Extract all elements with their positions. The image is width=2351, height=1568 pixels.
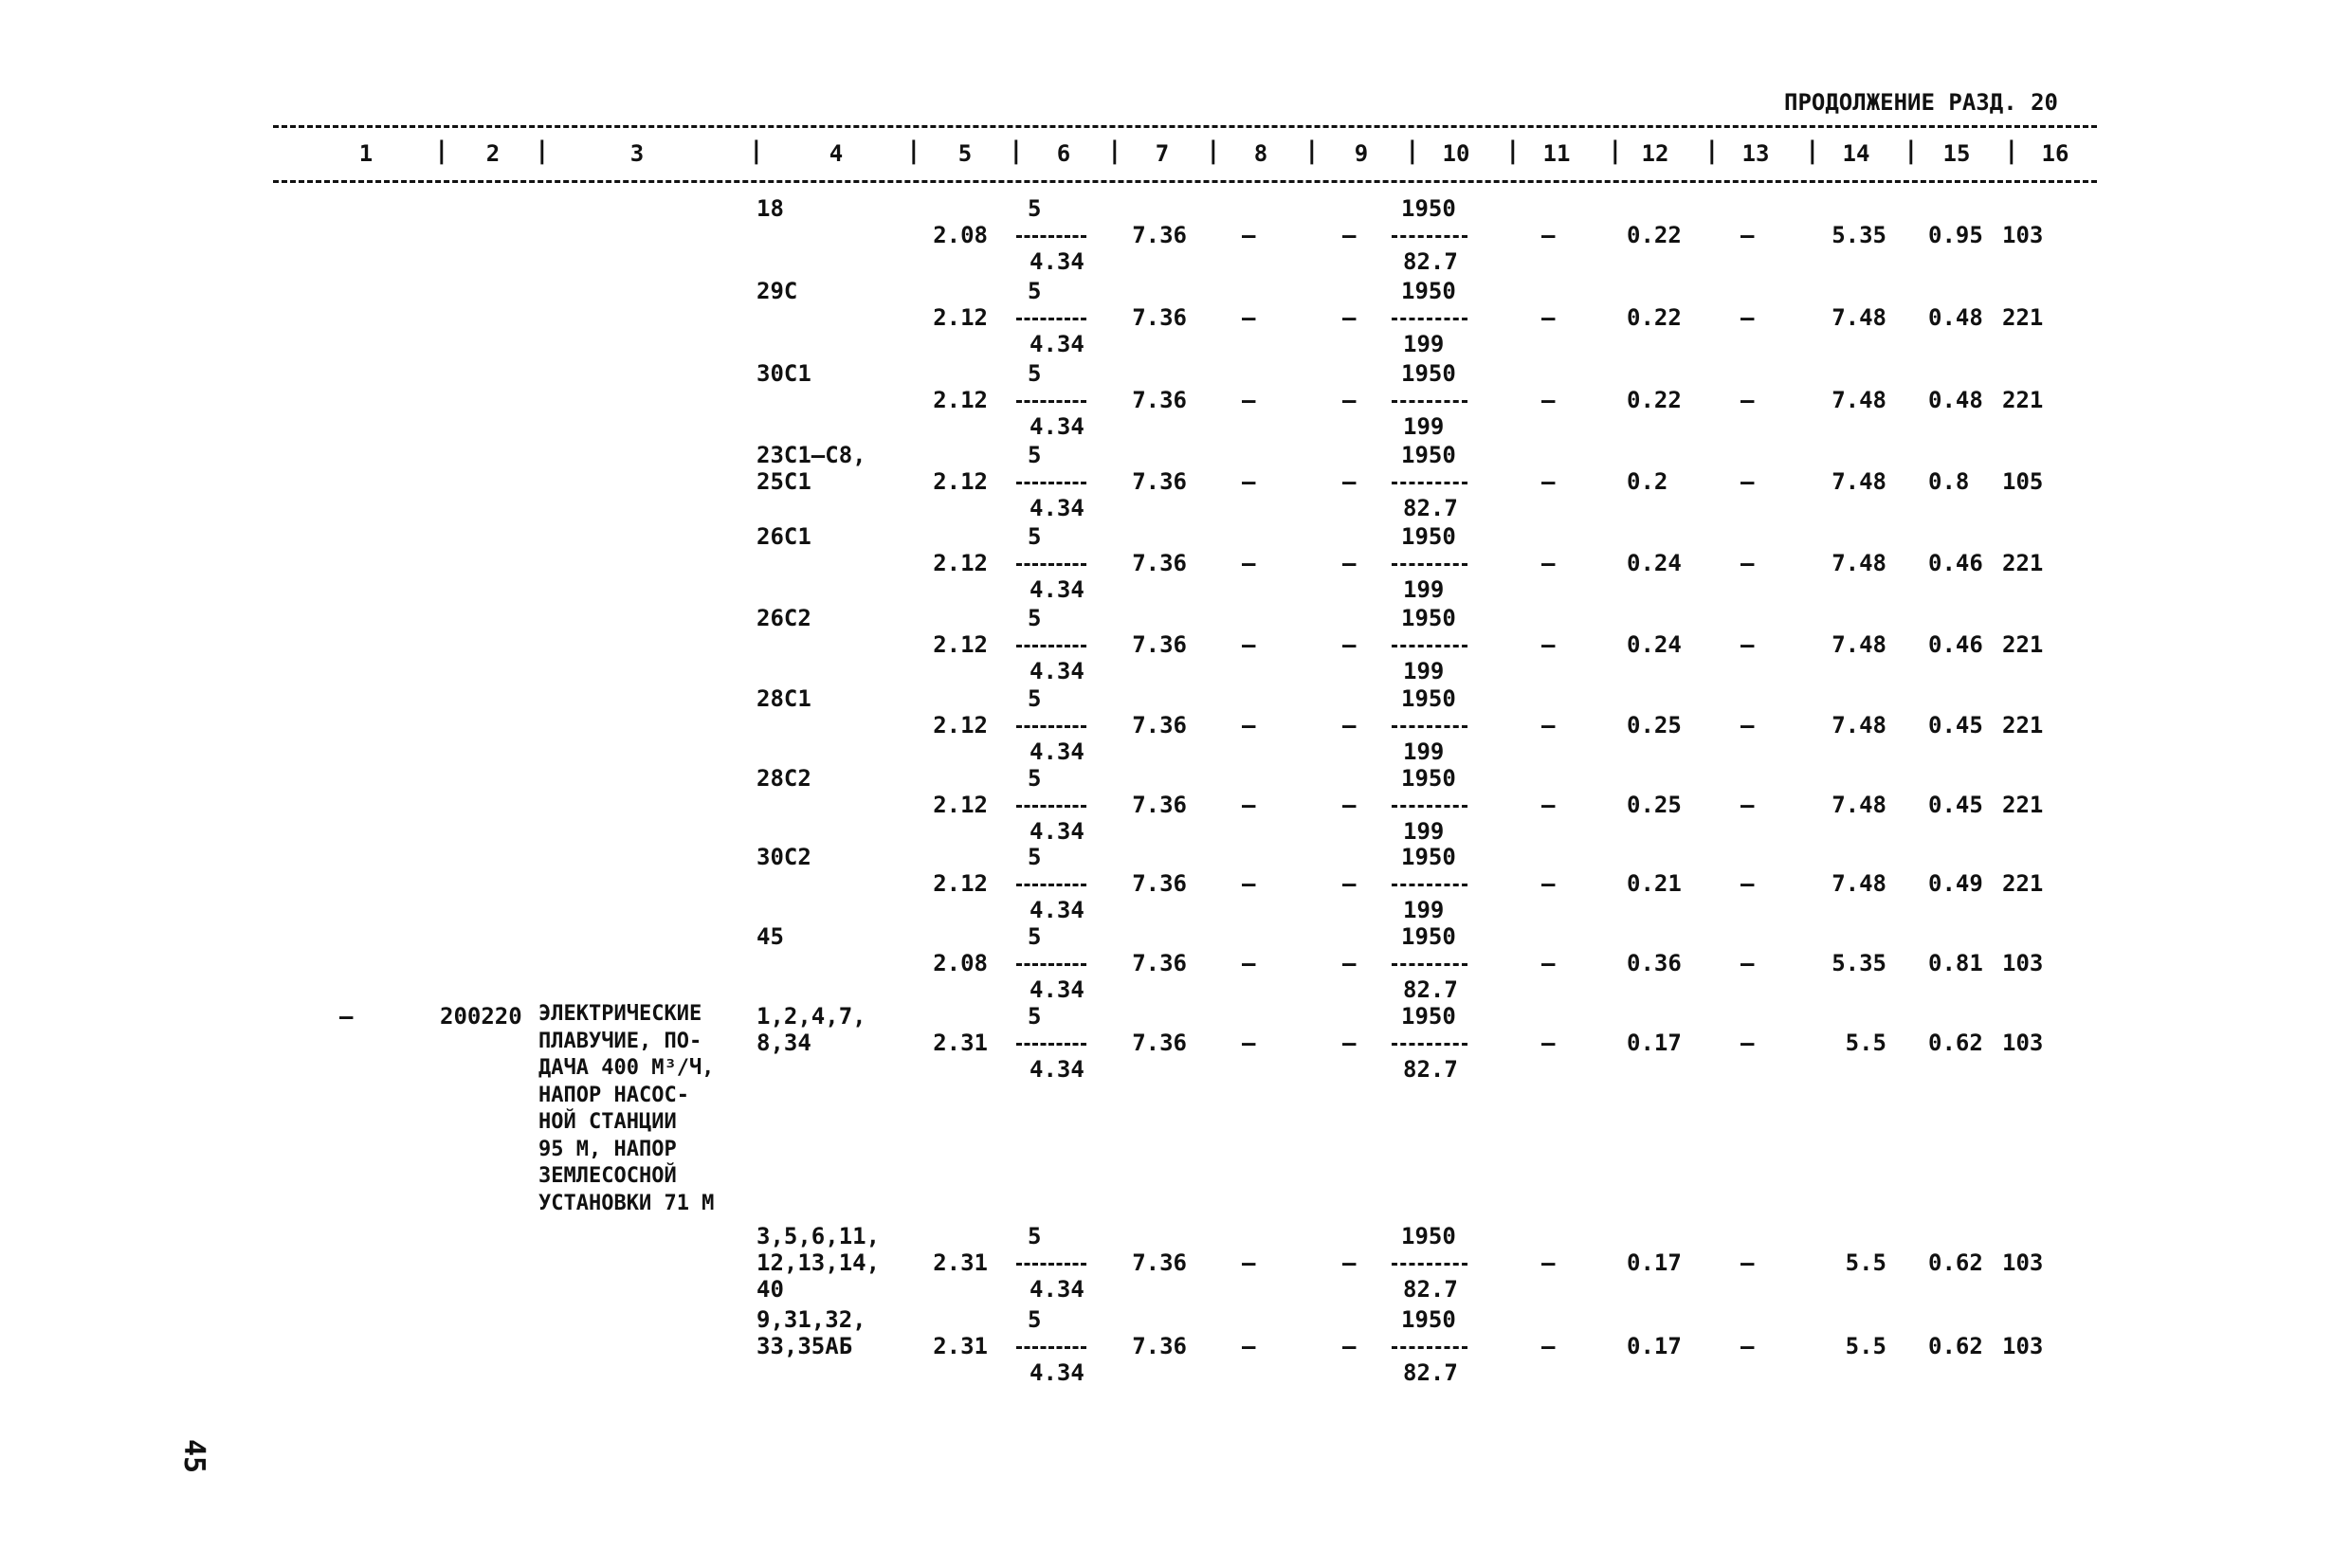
- cell-col12: 0.25: [1627, 712, 1682, 738]
- column-header-9: 9: [1354, 140, 1369, 167]
- cell-col13: –: [1740, 468, 1755, 495]
- row-code: 30С1: [756, 360, 811, 387]
- cell-col10-denominator: 82.7: [1403, 1056, 1458, 1083]
- column-divider: |: [1206, 137, 1221, 165]
- column-header-5: 5: [957, 140, 973, 167]
- column-divider: |: [434, 137, 449, 165]
- cell-col10-numerator: 1950: [1401, 923, 1456, 950]
- cell-col16: 221: [2002, 387, 2044, 413]
- cell-col14: 5.35: [1832, 950, 1886, 976]
- column-divider: |: [1608, 137, 1623, 165]
- cell-col15: 0.46: [1928, 550, 1983, 576]
- product-description: ЭЛЕКТРИЧЕСКИЕ ПЛАВУЧИЕ, ПО- ДАЧА 400 М³/Ч, НАПОР НАСОС- НОЙ СТАНЦИИ 95 М, НАПОР ЗЕМЛЕСОСНОЙ УСТАНОВКИ 71 М: [538, 1002, 715, 1215]
- cell-col5: 2.31: [933, 1030, 988, 1056]
- cell-col7: 7.36: [1132, 1249, 1187, 1276]
- cell-col10-denominator: 199: [1403, 658, 1445, 684]
- cell-col16: 103: [2002, 1333, 2044, 1359]
- cell-col11: –: [1541, 468, 1556, 495]
- page-number: 45: [177, 1439, 210, 1474]
- column-divider: |: [1704, 137, 1720, 165]
- cell-col10-denominator: 199: [1403, 413, 1445, 440]
- cell-col9: –: [1342, 387, 1357, 413]
- cell-col16: 103: [2002, 222, 2044, 248]
- cell-col13: –: [1740, 792, 1755, 818]
- column-header-6: 6: [1056, 140, 1071, 167]
- cell-col12: 0.25: [1627, 792, 1682, 818]
- cell-col15: 0.46: [1928, 631, 1983, 658]
- cell-col6-denominator: 4.34: [1030, 818, 1084, 845]
- cell-col13: –: [1740, 870, 1755, 897]
- cell-col10-numerator: 1950: [1401, 360, 1456, 387]
- column-divider: |: [1505, 137, 1521, 165]
- cell-col9: –: [1342, 712, 1357, 738]
- cell-col10-denominator: 82.7: [1403, 1276, 1458, 1303]
- cell-col12: 0.17: [1627, 1030, 1682, 1056]
- cell-col6-numerator: 5: [1028, 685, 1042, 712]
- row-code: 1,2,4,7,: [756, 1003, 866, 1030]
- cell-col16: 221: [2002, 631, 2044, 658]
- cell-col7: 7.36: [1132, 468, 1187, 495]
- cell-col10-numerator: 1950: [1401, 523, 1456, 550]
- cell-col12: 0.21: [1627, 870, 1682, 897]
- cell-col10-numerator: 1950: [1401, 1223, 1456, 1249]
- cell-col8: –: [1242, 1333, 1256, 1359]
- cell-col13: –: [1740, 631, 1755, 658]
- cell-col6-numerator: 5: [1028, 1306, 1042, 1333]
- cell-col5: 2.12: [933, 792, 988, 818]
- cell-col7: 7.36: [1132, 387, 1187, 413]
- cell-col6-numerator: 5: [1028, 442, 1042, 468]
- cell-col8: –: [1242, 1249, 1256, 1276]
- cell-col6-numerator: 5: [1028, 195, 1042, 222]
- cell-col6-denominator: 4.34: [1030, 495, 1084, 521]
- cell-col7: 7.36: [1132, 870, 1187, 897]
- cell-col8: –: [1242, 304, 1256, 331]
- cell-col15: 0.62: [1928, 1333, 1983, 1359]
- column-divider: |: [1009, 137, 1024, 165]
- cell-col13: –: [1740, 1249, 1755, 1276]
- column-header-14: 14: [1842, 140, 1870, 167]
- cell-col16: 221: [2002, 870, 2044, 897]
- cell-col10-denominator: 199: [1403, 818, 1445, 845]
- cell-col6-denominator: 4.34: [1030, 331, 1084, 357]
- cell-col6-numerator: 5: [1028, 605, 1042, 631]
- cell-col9: –: [1342, 950, 1357, 976]
- row-code: 28С1: [756, 685, 811, 712]
- cell-col11: –: [1541, 550, 1556, 576]
- cell-col6-numerator: 5: [1028, 923, 1042, 950]
- cell-col8: –: [1242, 222, 1256, 248]
- cell-col7: 7.36: [1132, 712, 1187, 738]
- column-divider: |: [1904, 137, 1919, 165]
- cell-col5: 2.31: [933, 1249, 988, 1276]
- cell-col6-numerator: 5: [1028, 523, 1042, 550]
- cell-col6-denominator: 4.34: [1030, 576, 1084, 603]
- column-header-15: 15: [1942, 140, 1971, 167]
- cell-col16: 221: [2002, 792, 2044, 818]
- cell-col10-numerator: 1950: [1401, 1306, 1456, 1333]
- cell-col10-denominator: 82.7: [1403, 495, 1458, 521]
- cell-col14: 7.48: [1832, 792, 1886, 818]
- fraction-bar: [1392, 482, 1467, 484]
- cell-col12: 0.24: [1627, 631, 1682, 658]
- row-code: 33,35АБ: [756, 1333, 853, 1359]
- cell-col12: 0.36: [1627, 950, 1682, 976]
- cell-col11: –: [1541, 222, 1556, 248]
- row-code: 18: [756, 195, 784, 222]
- cell-col10-denominator: 199: [1403, 331, 1445, 357]
- cell-col10-numerator: 1950: [1401, 195, 1456, 222]
- cell-col6-denominator: 4.34: [1030, 1359, 1084, 1386]
- cell-col10-denominator: 82.7: [1403, 248, 1458, 275]
- fraction-bar: [1392, 318, 1467, 320]
- cell-col6-denominator: 4.34: [1030, 897, 1084, 923]
- column-header-16: 16: [2041, 140, 2069, 167]
- cell-col8: –: [1242, 712, 1256, 738]
- cell-col10-denominator: 199: [1403, 738, 1445, 765]
- cell-col14: 7.48: [1832, 468, 1886, 495]
- row-code: 8,34: [756, 1030, 811, 1056]
- cell-col16: 103: [2002, 950, 2044, 976]
- cell-col7: 7.36: [1132, 1333, 1187, 1359]
- cell-col12: 0.17: [1627, 1333, 1682, 1359]
- cell-col13: –: [1740, 550, 1755, 576]
- fraction-bar: [1392, 1346, 1467, 1349]
- cell-col10-denominator: 82.7: [1403, 976, 1458, 1003]
- fraction-bar: [1392, 1263, 1467, 1266]
- cell-col5: 2.12: [933, 468, 988, 495]
- cell-col10-denominator: 199: [1403, 576, 1445, 603]
- cell-col5: 2.12: [933, 387, 988, 413]
- product-code: 200220: [440, 1003, 522, 1030]
- cell-col14: 7.48: [1832, 304, 1886, 331]
- cell-col9: –: [1342, 1249, 1357, 1276]
- cell-col16: 105: [2002, 468, 2044, 495]
- fraction-bar: [1392, 963, 1467, 966]
- column-header-11: 11: [1542, 140, 1571, 167]
- cell-col7: 7.36: [1132, 304, 1187, 331]
- column-header-3: 3: [629, 140, 645, 167]
- row-code: 26С2: [756, 605, 811, 631]
- fraction-bar: [1392, 884, 1467, 886]
- column-divider: |: [1304, 137, 1320, 165]
- row-code: 25С1: [756, 468, 811, 495]
- cell-col10-numerator: 1950: [1401, 278, 1456, 304]
- fraction-bar: [1392, 805, 1467, 808]
- cell-col9: –: [1342, 1333, 1357, 1359]
- column-divider: |: [906, 137, 921, 165]
- cell-col15: 0.62: [1928, 1249, 1983, 1276]
- cell-col11: –: [1541, 870, 1556, 897]
- fraction-bar: [1392, 400, 1467, 403]
- cell-col10-denominator: 82.7: [1403, 1359, 1458, 1386]
- cell-col5: 2.31: [933, 1333, 988, 1359]
- column-header-13: 13: [1741, 140, 1770, 167]
- cell-col11: –: [1541, 387, 1556, 413]
- cell-col14: 5.35: [1832, 222, 1886, 248]
- cell-col8: –: [1242, 387, 1256, 413]
- cell-col5: 2.12: [933, 712, 988, 738]
- cell-col14: 7.48: [1832, 387, 1886, 413]
- cell-col8: –: [1242, 1030, 1256, 1056]
- row-code: 26С1: [756, 523, 811, 550]
- cell-col6-denominator: 4.34: [1030, 1276, 1084, 1303]
- cell-col13: –: [1740, 1030, 1755, 1056]
- row-code: 3,5,6,11,: [756, 1223, 881, 1249]
- cell-col6-numerator: 5: [1028, 844, 1042, 870]
- cell-col11: –: [1541, 1333, 1556, 1359]
- cell-col6-denominator: 4.34: [1030, 1056, 1084, 1083]
- cell-col14: 5.5: [1845, 1249, 1886, 1276]
- column-header-10: 10: [1442, 140, 1470, 167]
- cell-col11: –: [1541, 792, 1556, 818]
- column-header-12: 12: [1641, 140, 1669, 167]
- cell-col6-denominator: 4.34: [1030, 738, 1084, 765]
- cell-col7: 7.36: [1132, 1030, 1187, 1056]
- cell-col9: –: [1342, 468, 1357, 495]
- cell-col11: –: [1541, 631, 1556, 658]
- cell-col6-denominator: 4.34: [1030, 413, 1084, 440]
- cell-col6-numerator: 5: [1028, 1223, 1042, 1249]
- cell-col11: –: [1541, 712, 1556, 738]
- cell-col9: –: [1342, 222, 1357, 248]
- cell-col6-numerator: 5: [1028, 278, 1042, 304]
- cell-col5: 2.12: [933, 870, 988, 897]
- cell-col9: –: [1342, 792, 1357, 818]
- cell-col8: –: [1242, 870, 1256, 897]
- cell-col7: 7.36: [1132, 222, 1187, 248]
- cell-col5: 2.08: [933, 950, 988, 976]
- cell-col10-numerator: 1950: [1401, 605, 1456, 631]
- cell-col15: 0.81: [1928, 950, 1983, 976]
- cell-col9: –: [1342, 304, 1357, 331]
- cell-col6-numerator: 5: [1028, 360, 1042, 387]
- cell-col13: –: [1740, 387, 1755, 413]
- column-header-2: 2: [485, 140, 501, 167]
- fraction-bar: [1392, 645, 1467, 647]
- cell-col6-numerator: 5: [1028, 765, 1042, 792]
- row-code: 30С2: [756, 844, 811, 870]
- cell-col16: 221: [2002, 712, 2044, 738]
- cell-col15: 0.49: [1928, 870, 1983, 897]
- cell-col16: 103: [2002, 1030, 2044, 1056]
- column-divider: |: [1805, 137, 1820, 165]
- cell-col7: 7.36: [1132, 631, 1187, 658]
- column-divider: |: [1405, 137, 1420, 165]
- cell-col13: –: [1740, 222, 1755, 248]
- cell-col12: 0.22: [1627, 387, 1682, 413]
- cell-col12: 0.2: [1627, 468, 1668, 495]
- cell-col11: –: [1541, 1249, 1556, 1276]
- continuation-header: ПРОДОЛЖЕНИЕ РАЗД. 20: [1784, 89, 2058, 116]
- header-rule-bottom: [273, 180, 2097, 183]
- cell-col8: –: [1242, 468, 1256, 495]
- cell-col11: –: [1541, 304, 1556, 331]
- cell-col7: 7.36: [1132, 550, 1187, 576]
- cell-col14: 5.5: [1845, 1333, 1886, 1359]
- cell-col14: 7.48: [1832, 550, 1886, 576]
- cell-col6-denominator: 4.34: [1030, 248, 1084, 275]
- cell-col14: 7.48: [1832, 870, 1886, 897]
- cell-col7: 7.36: [1132, 950, 1187, 976]
- cell-col9: –: [1342, 870, 1357, 897]
- cell-col10-numerator: 1950: [1401, 442, 1456, 468]
- cell-col12: 0.17: [1627, 1249, 1682, 1276]
- cell-col5: 2.12: [933, 304, 988, 331]
- column-divider: |: [535, 137, 550, 165]
- cell-col15: 0.62: [1928, 1030, 1983, 1056]
- cell-col6-numerator: 5: [1028, 1003, 1042, 1030]
- row-code: 23С1–С8,: [756, 442, 866, 468]
- cell-col16: 221: [2002, 304, 2044, 331]
- cell-col8: –: [1242, 950, 1256, 976]
- fraction-bar: [1392, 725, 1467, 728]
- cell-col1: –: [339, 1003, 354, 1030]
- column-divider: |: [2004, 137, 2019, 165]
- cell-col9: –: [1342, 631, 1357, 658]
- cell-col14: 7.48: [1832, 712, 1886, 738]
- header-rule-top: [273, 125, 2097, 128]
- column-header-1: 1: [358, 140, 374, 167]
- row-code: 28С2: [756, 765, 811, 792]
- cell-col15: 0.45: [1928, 712, 1983, 738]
- cell-col5: 2.12: [933, 550, 988, 576]
- cell-col15: 0.95: [1928, 222, 1983, 248]
- cell-col9: –: [1342, 550, 1357, 576]
- row-code: 9,31,32,: [756, 1306, 866, 1333]
- row-code: 45: [756, 923, 784, 950]
- column-divider: |: [1107, 137, 1122, 165]
- cell-col11: –: [1541, 1030, 1556, 1056]
- cell-col13: –: [1740, 1333, 1755, 1359]
- cell-col16: 103: [2002, 1249, 2044, 1276]
- cell-col15: 0.48: [1928, 387, 1983, 413]
- cell-col13: –: [1740, 304, 1755, 331]
- cell-col9: –: [1342, 1030, 1357, 1056]
- cell-col16: 221: [2002, 550, 2044, 576]
- cell-col15: 0.45: [1928, 792, 1983, 818]
- row-code: 29С: [756, 278, 798, 304]
- cell-col10-denominator: 199: [1403, 897, 1445, 923]
- cell-col8: –: [1242, 631, 1256, 658]
- cell-col15: 0.8: [1928, 468, 1970, 495]
- column-header-8: 8: [1253, 140, 1268, 167]
- cell-col12: 0.22: [1627, 304, 1682, 331]
- cell-col11: –: [1541, 950, 1556, 976]
- fraction-bar: [1392, 235, 1467, 238]
- row-code: 40: [756, 1276, 784, 1303]
- row-code: 12,13,14,: [756, 1249, 881, 1276]
- cell-col10-numerator: 1950: [1401, 765, 1456, 792]
- cell-col8: –: [1242, 792, 1256, 818]
- cell-col13: –: [1740, 712, 1755, 738]
- column-divider: |: [749, 137, 764, 165]
- cell-col5: 2.12: [933, 631, 988, 658]
- cell-col10-numerator: 1950: [1401, 1003, 1456, 1030]
- column-header-7: 7: [1155, 140, 1170, 167]
- cell-col14: 7.48: [1832, 631, 1886, 658]
- fraction-bar: [1392, 1043, 1467, 1046]
- fraction-bar: [1392, 563, 1467, 566]
- cell-col5: 2.08: [933, 222, 988, 248]
- cell-col6-denominator: 4.34: [1030, 658, 1084, 684]
- cell-col12: 0.24: [1627, 550, 1682, 576]
- column-header-4: 4: [829, 140, 844, 167]
- cell-col10-numerator: 1950: [1401, 685, 1456, 712]
- cell-col12: 0.22: [1627, 222, 1682, 248]
- cell-col14: 5.5: [1845, 1030, 1886, 1056]
- cell-col15: 0.48: [1928, 304, 1983, 331]
- cell-col10-numerator: 1950: [1401, 844, 1456, 870]
- cell-col8: –: [1242, 550, 1256, 576]
- cell-col7: 7.36: [1132, 792, 1187, 818]
- cell-col13: –: [1740, 950, 1755, 976]
- cell-col6-denominator: 4.34: [1030, 976, 1084, 1003]
